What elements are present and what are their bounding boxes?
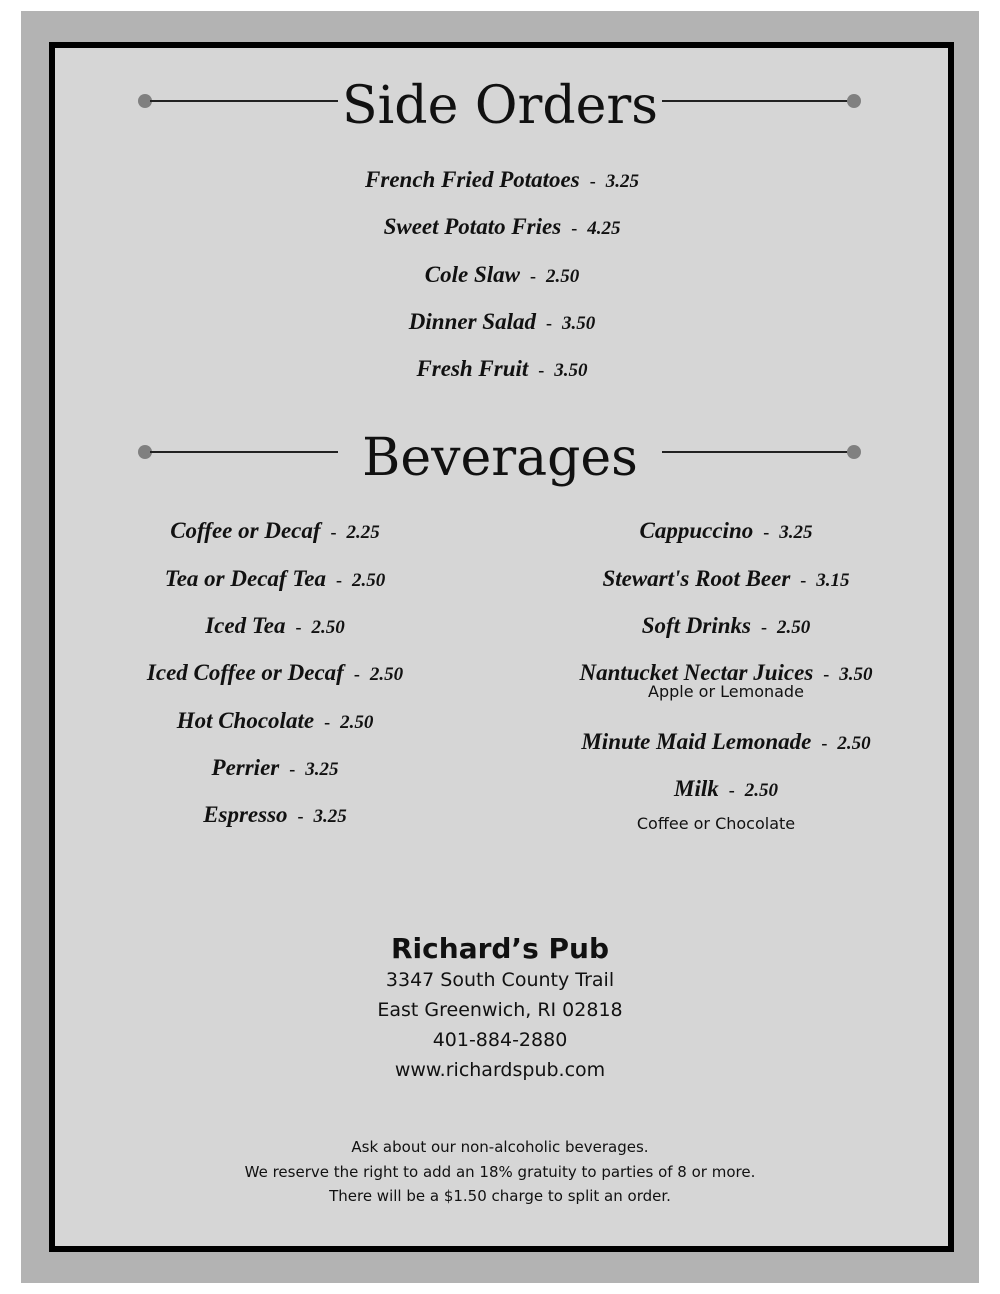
fine-print xyxy=(0,1135,1000,1209)
item-name: Iced Coffee or Decaf xyxy=(146,660,344,685)
item-price: 2.50 xyxy=(340,712,374,733)
item-price: 3.25 xyxy=(313,806,347,827)
item-price: 3.50 xyxy=(839,664,873,685)
side-order-item xyxy=(252,168,752,191)
item-price: 2.50 xyxy=(545,266,580,287)
item-price: 2.50 xyxy=(351,570,386,591)
item-price: 2.50 xyxy=(311,617,345,638)
item-name: Sweet Potato Fries xyxy=(383,214,562,239)
item-name: Coffee or Decaf xyxy=(170,518,321,543)
divider-dot-right xyxy=(847,445,861,459)
item-name: Fresh Fruit xyxy=(416,356,529,381)
phone-number: 401-884-2880 xyxy=(432,1029,568,1051)
side-order-item xyxy=(252,215,752,238)
pub-info xyxy=(0,932,1000,1085)
item-name: Dinner Salad xyxy=(408,309,536,334)
item-name: Stewart's Root Beer xyxy=(602,566,791,591)
beverage-item xyxy=(25,614,525,637)
item-separator: - xyxy=(295,617,302,637)
item-name: Nantucket Nectar Juices xyxy=(579,660,814,685)
beverage-item xyxy=(476,567,976,590)
item-name: Espresso xyxy=(203,802,288,827)
beverage-item xyxy=(476,777,976,800)
item-price: 3.25 xyxy=(605,171,639,192)
item-price: 3.50 xyxy=(554,360,588,381)
item-separator: - xyxy=(538,360,545,380)
beverage-item xyxy=(25,567,525,590)
item-separator: - xyxy=(324,712,331,732)
item-price: 2.50 xyxy=(837,733,871,754)
beverage-item xyxy=(476,730,976,753)
item-name: Minute Maid Lemonade xyxy=(581,729,812,754)
beverage-item xyxy=(476,661,976,684)
beverages-title: Beverages xyxy=(362,428,638,488)
beverage-item xyxy=(25,519,525,542)
side-orders-title: Side Orders xyxy=(342,76,658,136)
item-separator: - xyxy=(800,570,807,590)
item-separator: - xyxy=(330,522,337,542)
item-name: Perrier xyxy=(211,755,280,780)
side-order-item xyxy=(252,263,752,286)
item-separator: - xyxy=(821,733,828,753)
item-separator: - xyxy=(353,664,360,684)
beverage-item xyxy=(25,756,525,779)
item-name: Milk xyxy=(674,776,719,801)
item-name: Soft Drinks xyxy=(641,613,752,638)
address-line-1: 3347 South County Trail xyxy=(385,969,615,991)
item-separator: - xyxy=(335,570,342,590)
pub-name: Richard’s Pub xyxy=(391,932,609,965)
divider-line-right xyxy=(662,451,852,453)
fine-print-line: Ask about our non-alcoholic beverages. xyxy=(351,1138,649,1156)
item-separator: - xyxy=(297,806,304,826)
item-separator: - xyxy=(529,266,536,286)
divider-line-right xyxy=(662,100,852,102)
item-note: Coffee or Chocolate xyxy=(636,814,796,833)
item-price: 3.15 xyxy=(816,570,850,591)
item-separator: - xyxy=(545,313,552,333)
item-separator: - xyxy=(763,522,770,542)
item-name: Iced Tea xyxy=(205,613,286,638)
item-price: 3.50 xyxy=(561,313,596,334)
item-price: 3.25 xyxy=(305,759,339,780)
item-separator: - xyxy=(289,759,296,779)
item-name: Cappuccino xyxy=(639,518,754,543)
beverage-item xyxy=(25,803,525,826)
beverage-item xyxy=(476,614,976,637)
item-note: Apple or Lemonade xyxy=(648,682,804,701)
item-separator: - xyxy=(728,780,735,800)
item-name: French Fried Potatoes xyxy=(365,167,580,192)
side-order-item xyxy=(252,357,752,380)
item-price: 2.50 xyxy=(777,617,811,638)
item-separator: - xyxy=(823,664,830,684)
item-name: Hot Chocolate xyxy=(176,708,315,733)
item-price: 2.50 xyxy=(369,664,404,685)
item-name: Tea or Decaf Tea xyxy=(164,566,326,591)
item-separator: - xyxy=(589,171,596,191)
item-separator: - xyxy=(571,218,578,238)
beverage-item xyxy=(25,709,525,732)
fine-print-line: There will be a $1.50 charge to split an order. xyxy=(329,1187,671,1205)
item-name: Cole Slaw xyxy=(424,262,520,287)
website-link[interactable]: www.richardspub.com xyxy=(394,1059,606,1081)
item-price: 2.25 xyxy=(346,522,380,543)
divider-dot-right xyxy=(847,94,861,108)
beverage-item xyxy=(476,519,976,542)
item-price: 3.25 xyxy=(779,522,813,543)
fine-print-line: We reserve the right to add an 18% gratuity to parties of 8 or more. xyxy=(244,1162,756,1181)
item-price: 4.25 xyxy=(587,218,621,239)
item-price: 2.50 xyxy=(744,780,778,801)
address-line-2: East Greenwich, RI 02818 xyxy=(377,999,623,1021)
side-order-item xyxy=(252,310,752,333)
item-separator: - xyxy=(761,617,768,637)
beverage-item xyxy=(25,661,525,684)
